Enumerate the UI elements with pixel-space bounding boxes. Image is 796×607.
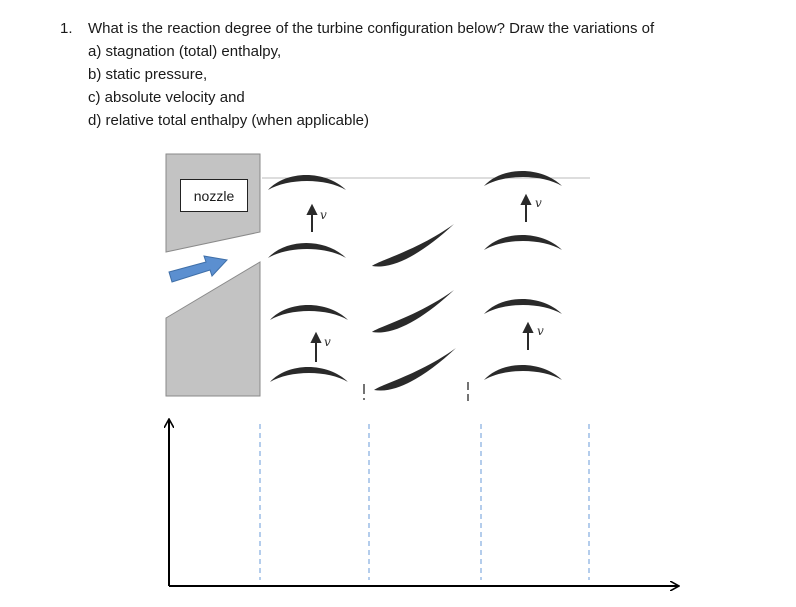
- stator-blade: [374, 348, 456, 391]
- question-item-d: d) relative total enthalpy (when applicable): [88, 112, 369, 129]
- stator-blade: [372, 224, 454, 267]
- velocity-arrow: [524, 324, 532, 350]
- flow-arrow: [169, 256, 227, 282]
- blade-velocity-arrows: [308, 196, 532, 362]
- rotor-blade: [268, 243, 346, 258]
- velocity-arrow: [522, 196, 530, 222]
- stage-boundary-marks: [364, 382, 468, 401]
- stator-blade: [372, 290, 454, 333]
- question-item-a: a) stagnation (total) enthalpy,: [88, 43, 282, 60]
- rotor-blade: [270, 367, 348, 382]
- stator-row: [372, 224, 456, 391]
- rotor-blade: [484, 235, 562, 250]
- rotor-blade: [484, 299, 562, 314]
- velocity-label: v: [535, 196, 542, 210]
- nozzle-lower-wall: [166, 262, 260, 396]
- question-text: What is the reaction degree of the turbine configuration below? Draw the variations of: [88, 20, 655, 37]
- velocity-label: v: [537, 324, 544, 338]
- question-item-b: b) static pressure,: [88, 66, 208, 83]
- rotor-blade: [484, 365, 562, 380]
- question-item-c: c) absolute velocity and: [88, 89, 245, 106]
- rotor-blade: [270, 305, 348, 320]
- velocity-arrow: [312, 334, 320, 362]
- velocity-label: v: [320, 208, 327, 222]
- nozzle-label: nozzle: [180, 179, 248, 212]
- velocity-arrow: [308, 206, 316, 232]
- rotor-blade: [268, 175, 346, 190]
- question-number: 1.: [60, 20, 73, 37]
- velocity-label: v: [324, 335, 331, 349]
- station-lines: [260, 424, 589, 580]
- rotor-row-1: [268, 175, 348, 382]
